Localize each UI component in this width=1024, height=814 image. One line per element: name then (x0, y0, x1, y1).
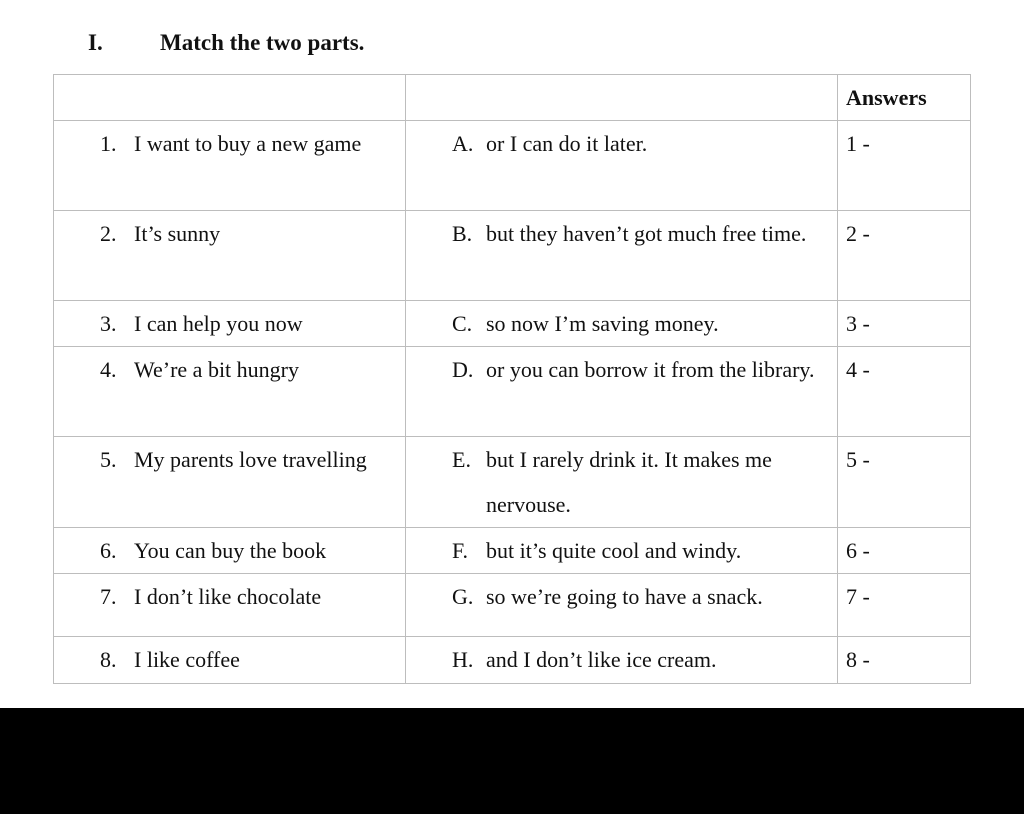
first-part: It’s sunny (134, 221, 221, 246)
table-header-row (54, 75, 971, 121)
exercise-heading (88, 30, 364, 56)
item-number: 5. (100, 447, 117, 472)
item-letter: H. (452, 647, 474, 672)
item-letter: E. (452, 447, 471, 472)
item-number: 4. (100, 357, 117, 382)
second-part: but it’s quite cool and windy. (486, 538, 742, 563)
table-row (54, 528, 971, 574)
second-part: so now I’m saving money. (486, 311, 719, 336)
table-row (54, 347, 971, 437)
first-part: I like coffee (134, 647, 240, 672)
matching-table (53, 74, 971, 684)
item-number: 3. (100, 311, 117, 336)
answer-cell[interactable]: 6 - (838, 528, 971, 574)
first-part: You can buy the book (134, 538, 327, 563)
table-row (54, 437, 971, 528)
table-row (54, 121, 971, 211)
item-number: 1. (100, 131, 117, 156)
item-number: 6. (100, 538, 117, 563)
item-letter: G. (452, 584, 474, 609)
first-part: We’re a bit hungry (134, 357, 299, 382)
answer-cell[interactable]: 8 - (838, 637, 971, 684)
black-letterbox-bar (0, 708, 1024, 814)
item-letter: D. (452, 357, 474, 382)
item-letter: C. (452, 311, 473, 336)
item-number: 2. (100, 221, 117, 246)
item-letter: F. (452, 538, 468, 563)
answer-cell[interactable]: 4 - (838, 347, 971, 437)
table-row (54, 301, 971, 347)
header-cell-empty (406, 75, 838, 121)
first-part: I can help you now (134, 311, 303, 336)
second-part: or you can borrow it from the library. (486, 357, 815, 382)
answer-cell[interactable]: 3 - (838, 301, 971, 347)
second-part: but I rarely drink it. It makes me nervouse. (486, 447, 772, 517)
exercise-title: Match the two parts. (160, 30, 365, 55)
first-part: My parents love travelling (134, 447, 367, 472)
second-part: or I can do it later. (486, 131, 648, 156)
first-part: I want to buy a new game (134, 131, 362, 156)
answer-cell[interactable]: 1 - (838, 121, 971, 211)
answer-cell[interactable]: 5 - (838, 437, 971, 528)
item-number: 7. (100, 584, 117, 609)
table-row (54, 574, 971, 637)
first-part: I don’t like chocolate (134, 584, 322, 609)
answers-header: Answers (838, 75, 971, 121)
answer-cell[interactable]: 2 - (838, 211, 971, 301)
table-row (54, 211, 971, 301)
exercise-number: I. (88, 30, 103, 55)
second-part: but they haven’t got much free time. (486, 221, 807, 246)
item-number: 8. (100, 647, 117, 672)
item-letter: B. (452, 221, 473, 246)
answer-cell[interactable]: 7 - (838, 574, 971, 637)
table-row (54, 637, 971, 684)
second-part: and I don’t like ice cream. (486, 647, 717, 672)
second-part: so we’re going to have a snack. (486, 584, 763, 609)
item-letter: A. (452, 131, 474, 156)
header-cell-empty (54, 75, 406, 121)
